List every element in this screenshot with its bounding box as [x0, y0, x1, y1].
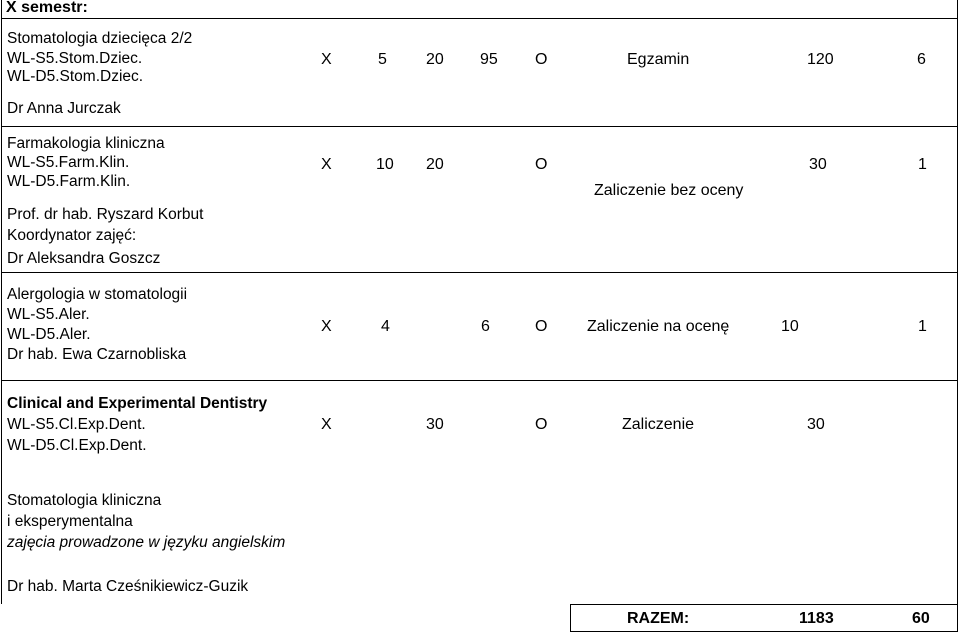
summary-bottom-border: [570, 631, 958, 632]
hours-lectures: 10: [376, 156, 394, 173]
ects-points: 1: [918, 318, 927, 335]
course-teacher: Dr hab. Ewa Czarnobliska: [7, 346, 187, 363]
row-divider: [1, 380, 958, 381]
hours-seminars: 30: [426, 416, 444, 433]
row-divider: [1, 272, 958, 273]
course-code: WL-S5.Aler.: [7, 306, 90, 323]
assessment-type: Egzamin: [627, 51, 690, 68]
course-coordinator: Dr Aleksandra Goszcz: [7, 250, 161, 267]
assessment-type: Zaliczenie na ocenę: [587, 318, 730, 335]
course-code: WL-S5.Cl.Exp.Dent.: [7, 416, 146, 433]
course-name-polish: i eksperymentalna: [7, 513, 133, 530]
summary-left-border: [570, 604, 571, 632]
course-name-polish: Stomatologia kliniczna: [7, 492, 162, 509]
summary-ects: 60: [912, 610, 930, 627]
hours-seminars: 20: [426, 51, 444, 68]
course-name: Clinical and Experimental Dentistry: [7, 395, 268, 412]
assessment-type: Zaliczenie bez oceny: [594, 182, 744, 199]
course-status: O: [535, 318, 548, 335]
hours-lectures: 4: [381, 318, 390, 335]
course-teacher: Prof. dr hab. Ryszard Korbut: [7, 206, 204, 223]
course-name: Alergologia w stomatologii: [7, 286, 188, 303]
ects-points: 6: [917, 51, 926, 68]
course-teacher: Dr hab. Marta Cześnikiewicz-Guzik: [7, 578, 249, 595]
summary-top-border: [570, 604, 958, 605]
total-hours: 120: [807, 51, 834, 68]
course-code: WL-D5.Aler.: [7, 326, 91, 343]
summary-total-hours: 1183: [799, 610, 834, 627]
hours-classes: 95: [480, 51, 498, 68]
total-hours: 30: [807, 416, 825, 433]
ects-points: 1: [918, 156, 927, 173]
course-name: Farmakologia kliniczna: [7, 135, 165, 152]
summary-right-border: [957, 604, 958, 632]
semester-label: X semestr:: [6, 0, 88, 16]
course-name: Stomatologia dziecięca 2/2: [7, 30, 193, 47]
row-divider: [1, 18, 958, 19]
assessment-type: Zaliczenie: [622, 416, 695, 433]
course-language-note: zajęcia prowadzone w języku angielskim: [7, 534, 286, 551]
course-status: O: [535, 51, 548, 68]
table-left-border: [1, 0, 2, 604]
summary-label: RAZEM:: [627, 610, 690, 627]
total-hours: 30: [809, 156, 827, 173]
coordinator-label: Koordynator zajęć:: [7, 227, 137, 244]
course-code: WL-S5.Stom.Dziec.: [7, 50, 143, 67]
semester-mark: X: [321, 51, 332, 68]
course-code: WL-D5.Stom.Dziec.: [7, 68, 144, 85]
table-right-border: [957, 0, 958, 604]
hours-lectures: 5: [378, 51, 387, 68]
semester-mark: X: [321, 156, 332, 173]
course-status: O: [535, 156, 548, 173]
semester-mark: X: [321, 416, 332, 433]
course-code: WL-D5.Farm.Klin.: [7, 173, 131, 190]
hours-seminars: 20: [426, 156, 444, 173]
course-status: O: [535, 416, 548, 433]
course-code: WL-D5.Cl.Exp.Dent.: [7, 437, 147, 454]
hours-seminars: 6: [481, 318, 490, 335]
total-hours: 10: [781, 318, 799, 335]
course-teacher: Dr Anna Jurczak: [7, 100, 121, 117]
semester-mark: X: [321, 318, 332, 335]
course-code: WL-S5.Farm.Klin.: [7, 154, 130, 171]
row-divider: [1, 126, 958, 127]
